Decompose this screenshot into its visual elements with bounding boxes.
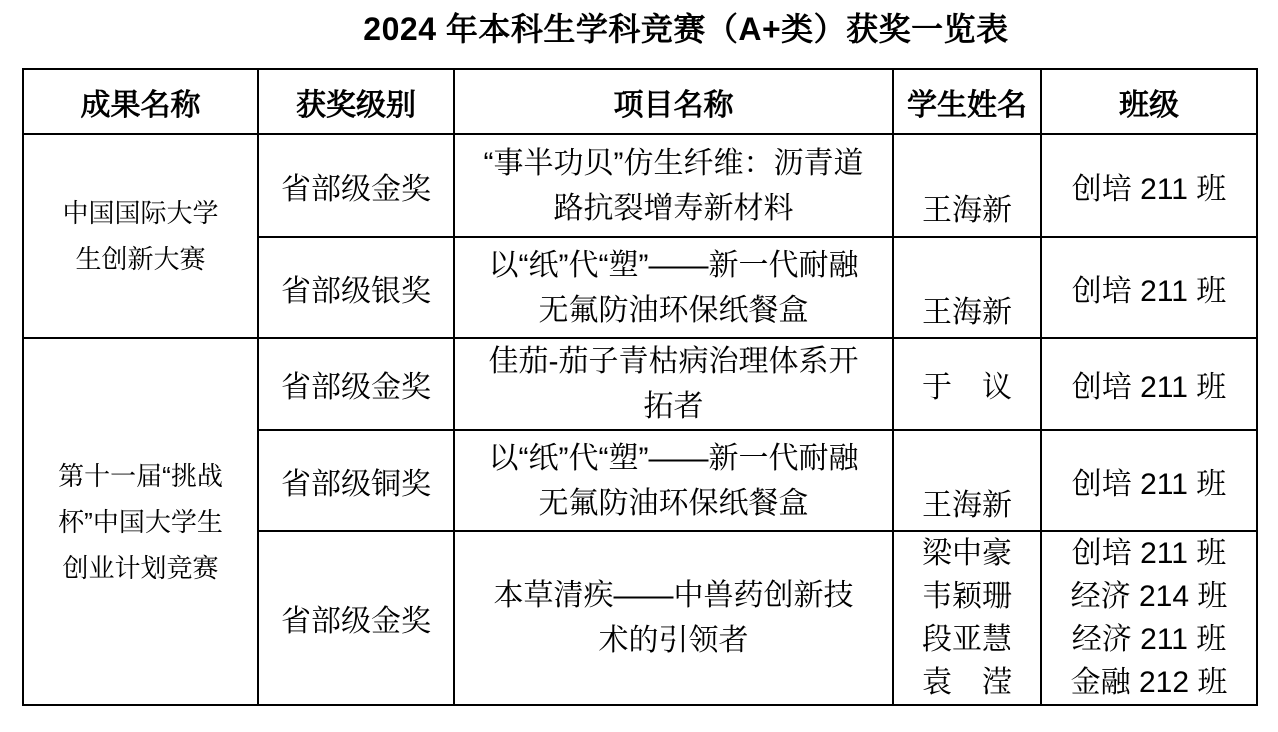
table-row	[23, 134, 1257, 237]
header-row	[23, 69, 1257, 134]
project-name-cell: 佳茄-茄子青枯病治理体系开拓者	[454, 338, 893, 430]
class-cell: 创培 211 班	[1041, 430, 1257, 531]
project-name-cell: 本草清疾——中兽药创新技术的引领者	[454, 531, 893, 705]
class-name: 金融 212 班	[1070, 666, 1228, 699]
award-level-cell: 省部级金奖	[258, 134, 454, 237]
column-header-student: 学生姓名	[893, 69, 1041, 134]
awards-table	[22, 68, 1258, 706]
student-name-cell: 王海新	[893, 430, 1041, 531]
student-name-cell: 王海新	[893, 237, 1041, 338]
class-name: 经济 211 班	[1071, 623, 1227, 656]
award-level-cell: 省部级铜奖	[258, 430, 454, 531]
column-header-achievement: 成果名称	[23, 69, 258, 134]
column-header-project: 项目名称	[454, 69, 893, 134]
class-cell	[1041, 531, 1257, 705]
class-name: 经济 214 班	[1070, 580, 1228, 613]
project-name-cell: “事半功贝”仿生纤维：沥青道路抗裂增寿新材料	[454, 134, 893, 237]
student-name-cell: 王海新	[893, 134, 1041, 237]
competition-cell: 第十一届“挑战杯”中国大学生创业计划竞赛	[23, 338, 258, 705]
award-level-cell: 省部级金奖	[258, 338, 454, 430]
project-name-cell: 以“纸”代“塑”——新一代耐融无氟防油环保纸餐盒	[454, 430, 893, 531]
student-name-cell	[893, 531, 1041, 705]
competition-cell: 中国国际大学生创新大赛	[23, 134, 258, 338]
student-name: 梁中豪	[922, 537, 1012, 570]
table-row	[23, 338, 1257, 430]
column-header-class: 班级	[1041, 69, 1257, 134]
award-level-cell: 省部级银奖	[258, 237, 454, 338]
award-level-cell: 省部级金奖	[258, 531, 454, 705]
class-cell: 创培 211 班	[1041, 338, 1257, 430]
class-name: 创培 211 班	[1071, 537, 1227, 570]
student-name: 韦颖珊	[922, 580, 1012, 613]
column-header-award-level: 获奖级别	[258, 69, 454, 134]
class-cell: 创培 211 班	[1041, 237, 1257, 338]
student-name: 段亚慧	[922, 623, 1012, 656]
student-name: 袁 滢	[922, 666, 1012, 699]
page-title: 2024 年本科生学科竞赛（A+类）获奖一览表	[363, 11, 1009, 47]
student-name-cell: 于 议	[893, 338, 1041, 430]
project-name-cell: 以“纸”代“塑”——新一代耐融无氟防油环保纸餐盒	[454, 237, 893, 338]
class-cell: 创培 211 班	[1041, 134, 1257, 237]
